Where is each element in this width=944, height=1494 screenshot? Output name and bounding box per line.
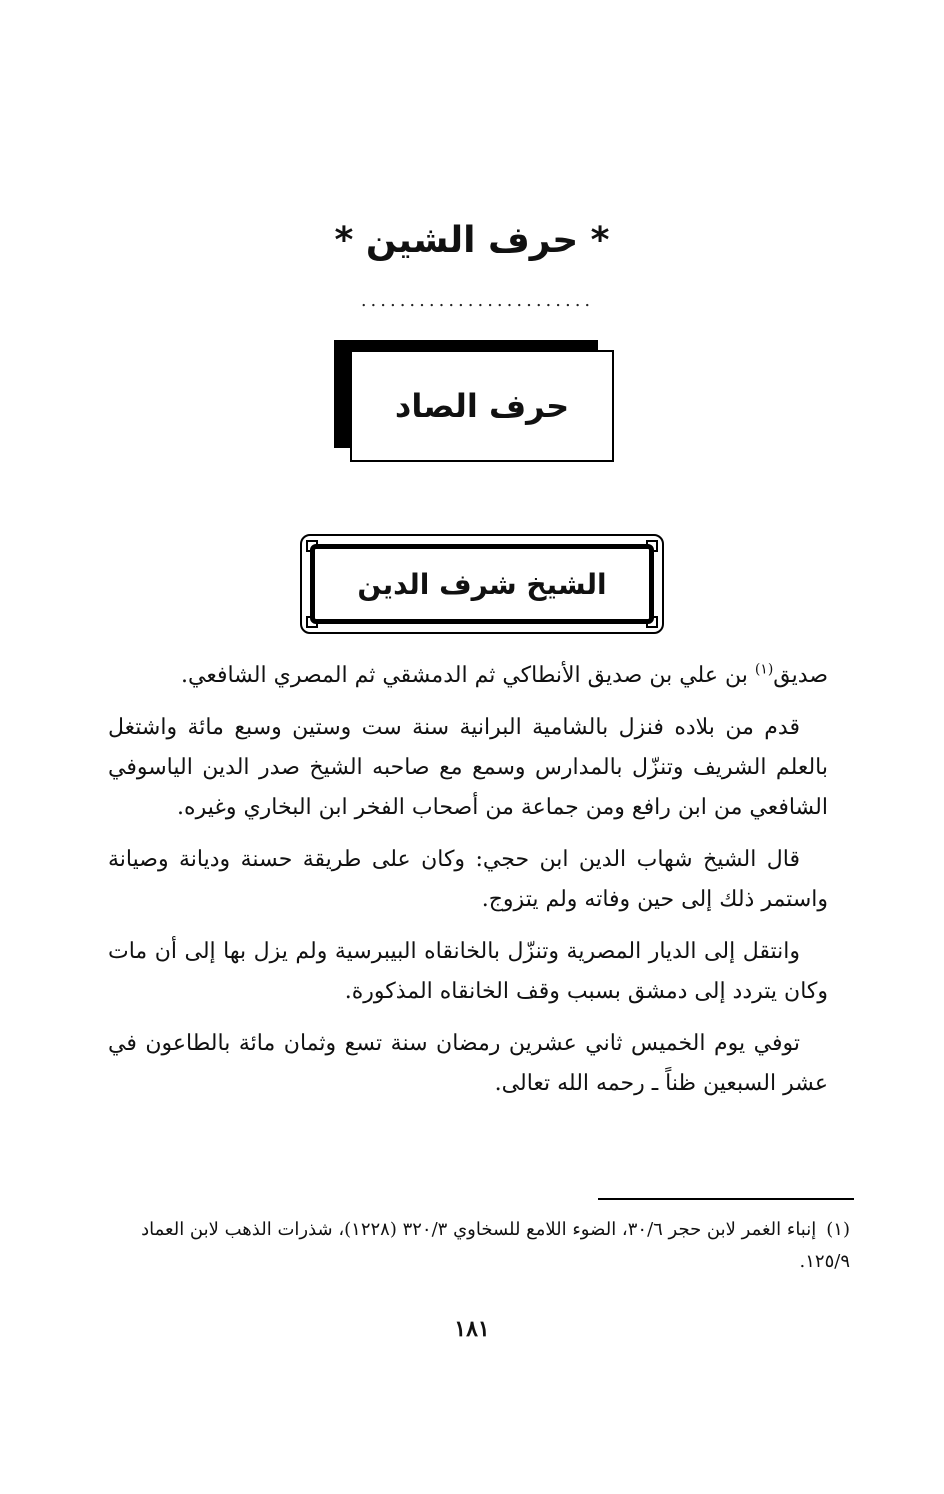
page-number: ١٨١: [454, 1316, 490, 1342]
section-title-box: [350, 350, 614, 462]
footnote-ref[interactable]: (١): [754, 661, 774, 678]
subject-name: صديق: [773, 663, 828, 688]
page-heading: * حرف الشين *: [334, 220, 610, 261]
paragraph-character: قال الشيخ شهاب الدين ابن حجي: وكان على طريقة حسنة وديانة وصيانة واستمر ذلك إلى حين وفاته ولم يتزوج.: [108, 847, 828, 912]
entry-title: الشيخ شرف الدين: [357, 567, 607, 601]
section-title: حرف الصاد: [394, 387, 570, 425]
footnote: [110, 1214, 850, 1278]
entry-title-box: [310, 544, 654, 624]
paragraph-arrival: قدم من بلاده فنزل بالشامية البرانية سنة ست وستين وسبع مائة واشتغل بالعلم الشريف وتنزّل بالمدارس وسمع مع صاحبه الشيخ صدر الدين الياسوفي الشافعي من ابن رافع ومن جماعة من أصحاب الفخر ابن البخاري وغيره.: [108, 715, 828, 820]
footnote-text: إنباء الغمر لابن حجر ٣٠/٦، الضوء اللامع للسخاوي ٣٢٠/٣ (١٢٢٨)، شذرات الذهب لابن العماد ١٢٥/٩.: [141, 1219, 850, 1272]
paragraph-death: توفي يوم الخميس ثاني عشرين رمضان سنة تسع وثمان مائة بالطاعون في عشر السبعين ظناً ـ رحمه الله تعالى.: [108, 1031, 828, 1096]
paragraph-name: [108, 656, 828, 696]
entry-body: [108, 656, 828, 1116]
footnote-number: (١): [826, 1219, 850, 1240]
paragraph-egypt: وانتقل إلى الديار المصرية وتنزّل بالخانقاه البيبرسية ولم يزل بها إلى أن مات وكان يتردد إلى دمشق بسبب وقف الخانقاه المذكورة.: [108, 939, 828, 1004]
footnote-divider: [598, 1198, 854, 1200]
dotted-separator: ........................: [360, 290, 595, 311]
lineage-text: بن علي بن صديق الأنطاكي ثم الدمشقي ثم المصري الشافعي.: [181, 663, 755, 688]
